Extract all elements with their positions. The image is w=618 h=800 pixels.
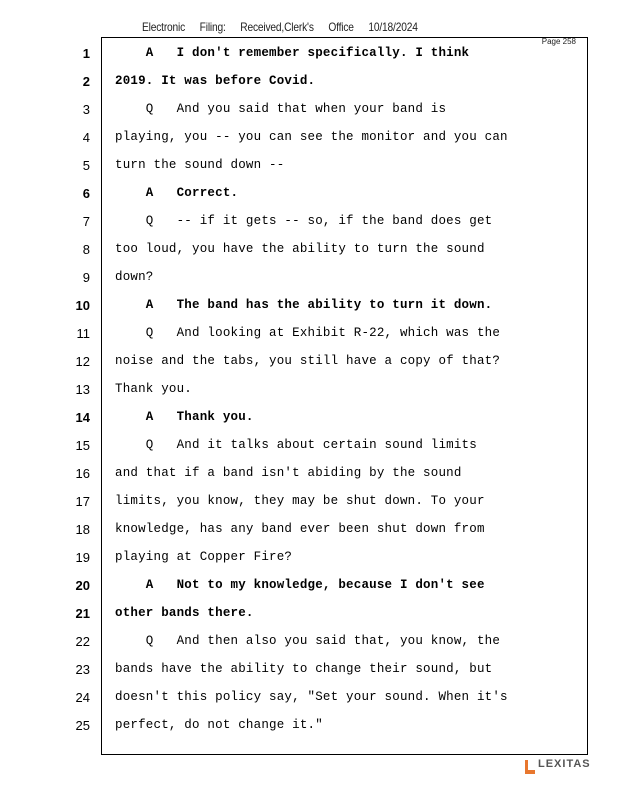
transcript-line bbox=[0, 236, 618, 264]
transcript-line bbox=[0, 404, 618, 432]
line-text: Q And then also you said that, you know, the bbox=[115, 634, 501, 648]
line-number: 17 bbox=[75, 494, 90, 509]
line-number: 3 bbox=[82, 102, 90, 117]
header-part: Received,Clerk's bbox=[240, 20, 314, 34]
transcript-line bbox=[0, 712, 618, 740]
answer-text: A Thank you. bbox=[115, 410, 254, 424]
line-number: 19 bbox=[75, 550, 90, 565]
line-text: Q And looking at Exhibit R-22, which was the bbox=[115, 326, 501, 340]
answer-text: A Correct. bbox=[115, 186, 239, 200]
transcript-line bbox=[0, 488, 618, 516]
header-part: Filing: bbox=[199, 20, 226, 34]
line-number: 14 bbox=[75, 410, 90, 425]
header-part: 10/18/2024 bbox=[368, 20, 418, 34]
line-text: Q And you said that when your band is bbox=[115, 102, 447, 116]
line-number: 23 bbox=[75, 662, 90, 677]
line-text: playing at Copper Fire? bbox=[115, 550, 293, 564]
answer-text: A The band has the ability to turn it down. bbox=[115, 298, 493, 312]
line-number: 7 bbox=[82, 214, 90, 229]
answer-text: other bands there. bbox=[115, 606, 254, 620]
line-text: knowledge, has any band ever been shut down from bbox=[115, 522, 485, 536]
line-number: 2 bbox=[82, 74, 90, 89]
line-text: down? bbox=[115, 270, 154, 284]
line-text: Q -- if it gets -- so, if the band does get bbox=[115, 214, 493, 228]
line-number: 15 bbox=[75, 438, 90, 453]
line-number: 11 bbox=[76, 326, 90, 341]
transcript-line bbox=[0, 292, 618, 320]
transcript-line bbox=[0, 68, 618, 96]
line-number: 1 bbox=[82, 46, 90, 61]
line-number: 22 bbox=[75, 634, 90, 649]
answer-text: A I don't remember specifically. I think bbox=[115, 46, 470, 60]
transcript-line bbox=[0, 320, 618, 348]
line-text: Q And it talks about certain sound limits bbox=[115, 438, 477, 452]
filing-header bbox=[142, 20, 430, 34]
line-text: perfect, do not change it." bbox=[115, 718, 323, 732]
line-text: turn the sound down -- bbox=[115, 158, 285, 172]
line-number: 5 bbox=[82, 158, 90, 173]
line-number: 18 bbox=[75, 522, 90, 537]
line-number: 16 bbox=[75, 466, 90, 481]
line-text: playing, you -- you can see the monitor and you can bbox=[115, 130, 508, 144]
transcript-line bbox=[0, 208, 618, 236]
header-part: Electronic bbox=[142, 20, 186, 34]
line-number: 4 bbox=[82, 130, 90, 145]
lexitas-logo-icon bbox=[524, 760, 536, 774]
line-text: noise and the tabs, you still have a copy of that? bbox=[115, 354, 501, 368]
transcript-line bbox=[0, 264, 618, 292]
line-text: limits, you know, they may be shut down. To your bbox=[115, 494, 485, 508]
transcript-line bbox=[0, 376, 618, 404]
line-text: too loud, you have the ability to turn the sound bbox=[115, 242, 485, 256]
transcript-line bbox=[0, 656, 618, 684]
transcript-line bbox=[0, 180, 618, 208]
line-number: 9 bbox=[82, 270, 90, 285]
header-part: Office bbox=[328, 20, 354, 34]
line-number: 24 bbox=[75, 690, 90, 705]
transcript-line bbox=[0, 684, 618, 712]
transcript-line bbox=[0, 432, 618, 460]
answer-text: 2019. It was before Covid. bbox=[115, 74, 316, 88]
line-text: Thank you. bbox=[115, 382, 193, 396]
transcript-line bbox=[0, 460, 618, 488]
transcript-line bbox=[0, 628, 618, 656]
transcript-line bbox=[0, 600, 618, 628]
line-number: 25 bbox=[75, 718, 90, 733]
line-number: 21 bbox=[75, 606, 90, 621]
line-number: 10 bbox=[75, 298, 90, 313]
line-text: and that if a band isn't abiding by the sound bbox=[115, 466, 462, 480]
line-number: 20 bbox=[75, 578, 90, 593]
line-number: 12 bbox=[75, 354, 90, 369]
transcript-line bbox=[0, 544, 618, 572]
line-text: bands have the ability to change their sound, but bbox=[115, 662, 493, 676]
transcript-line bbox=[0, 40, 618, 68]
line-number: 13 bbox=[75, 382, 90, 397]
transcript-line bbox=[0, 516, 618, 544]
page-number: Page 258 bbox=[541, 37, 576, 46]
transcript-line bbox=[0, 124, 618, 152]
answer-text: A Not to my knowledge, because I don't see bbox=[115, 578, 485, 592]
line-number: 8 bbox=[82, 242, 90, 257]
logo-text: LEXITAS bbox=[538, 758, 591, 770]
line-number: 6 bbox=[82, 186, 90, 201]
transcript-line bbox=[0, 348, 618, 376]
transcript-line bbox=[0, 572, 618, 600]
transcript-line bbox=[0, 152, 618, 180]
transcript-line bbox=[0, 96, 618, 124]
lexitas-logo bbox=[524, 758, 594, 776]
line-text: doesn't this policy say, "Set your sound. When it's bbox=[115, 690, 508, 704]
